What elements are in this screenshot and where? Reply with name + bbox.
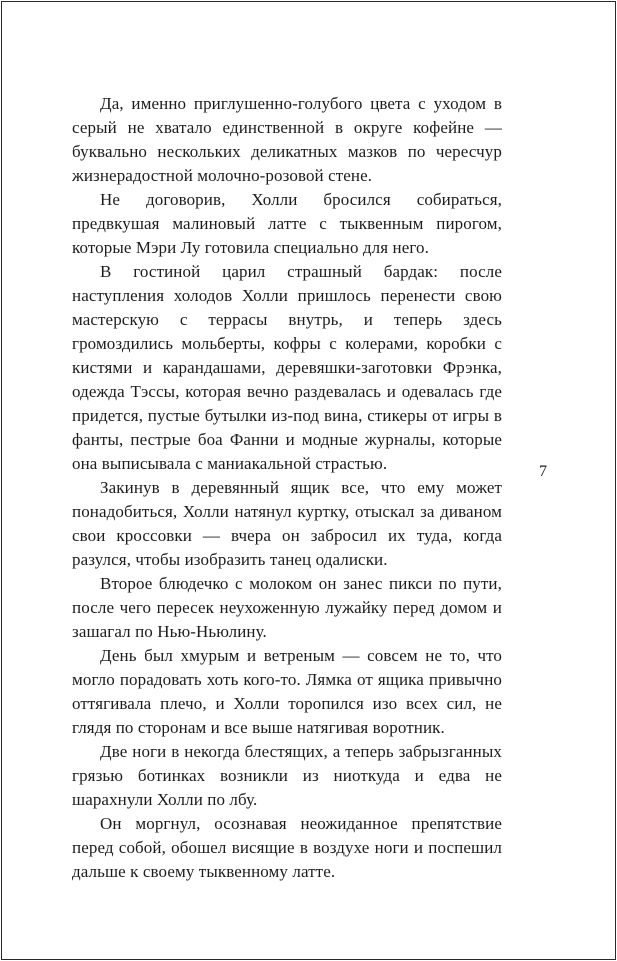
- paragraph: Две ноги в некогда блестящих, а теперь забрызганных грязью ботинках возникли из ниоткуда и едва не шарахнули Холли по лбу.: [72, 742, 502, 809]
- paragraph: Не договорив, Холли бросился собираться, предвкушая малиновый латте с тыквенным пирогом, которые Мэри Лу готовила специально для него.: [72, 190, 502, 257]
- book-page: [1, 1, 616, 960]
- paragraph: Да, именно приглушенно-голубого цвета с уходом в серый не хватало единственной в округе кофейне — буквально нескольких деликатных мазков по чересчур жизнерадостной молочно-розовой стене.: [72, 94, 502, 185]
- paragraph: Он моргнул, осознавая неожиданное препятствие перед собой, обошел висящие в воздухе ноги и поспешил дальше к своему тыквенному латте.: [72, 814, 502, 881]
- paragraph: Второе блюдечко с молоком он занес пикси по пути, после чего пересек неухоженную лужайку перед домом и зашагал по Нью-Ньюлину.: [72, 574, 502, 641]
- paragraph: День был хмурым и ветреным — совсем не то, что могло порадовать хоть кого-то. Лямка от ящика привычно оттягивала плечо, и Холли торопился изо всех сил, не глядя по сторонам и все выше натягивая воротник.: [72, 646, 502, 737]
- paragraph: Закинув в деревянный ящик все, что ему может понадобиться, Холли натянул куртку, отыскал за диваном свои кроссовки — вчера он забросил их туда, когда разулся, чтобы изобразить танец одалиски.: [72, 478, 502, 569]
- paragraph: В гостиной царил страшный бардак: после наступления холодов Холли пришлось перенести свою мастерскую с террасы внутрь, и теперь здесь громоздились мольберты, кофры с колерами, коробки с кистями и карандашами, деревяшки-заготовки Фрэнка, одежда Тэссы, которая вечно раздевалась и одевалась где придется, пустые бутылки из-под вина, стикеры от игры в фанты, пестрые боа Фанни и модные журналы, которые она выписывала с маниакальной страстью.: [72, 262, 502, 473]
- page-text-block: [72, 92, 502, 884]
- page-number: 7: [539, 463, 547, 480]
